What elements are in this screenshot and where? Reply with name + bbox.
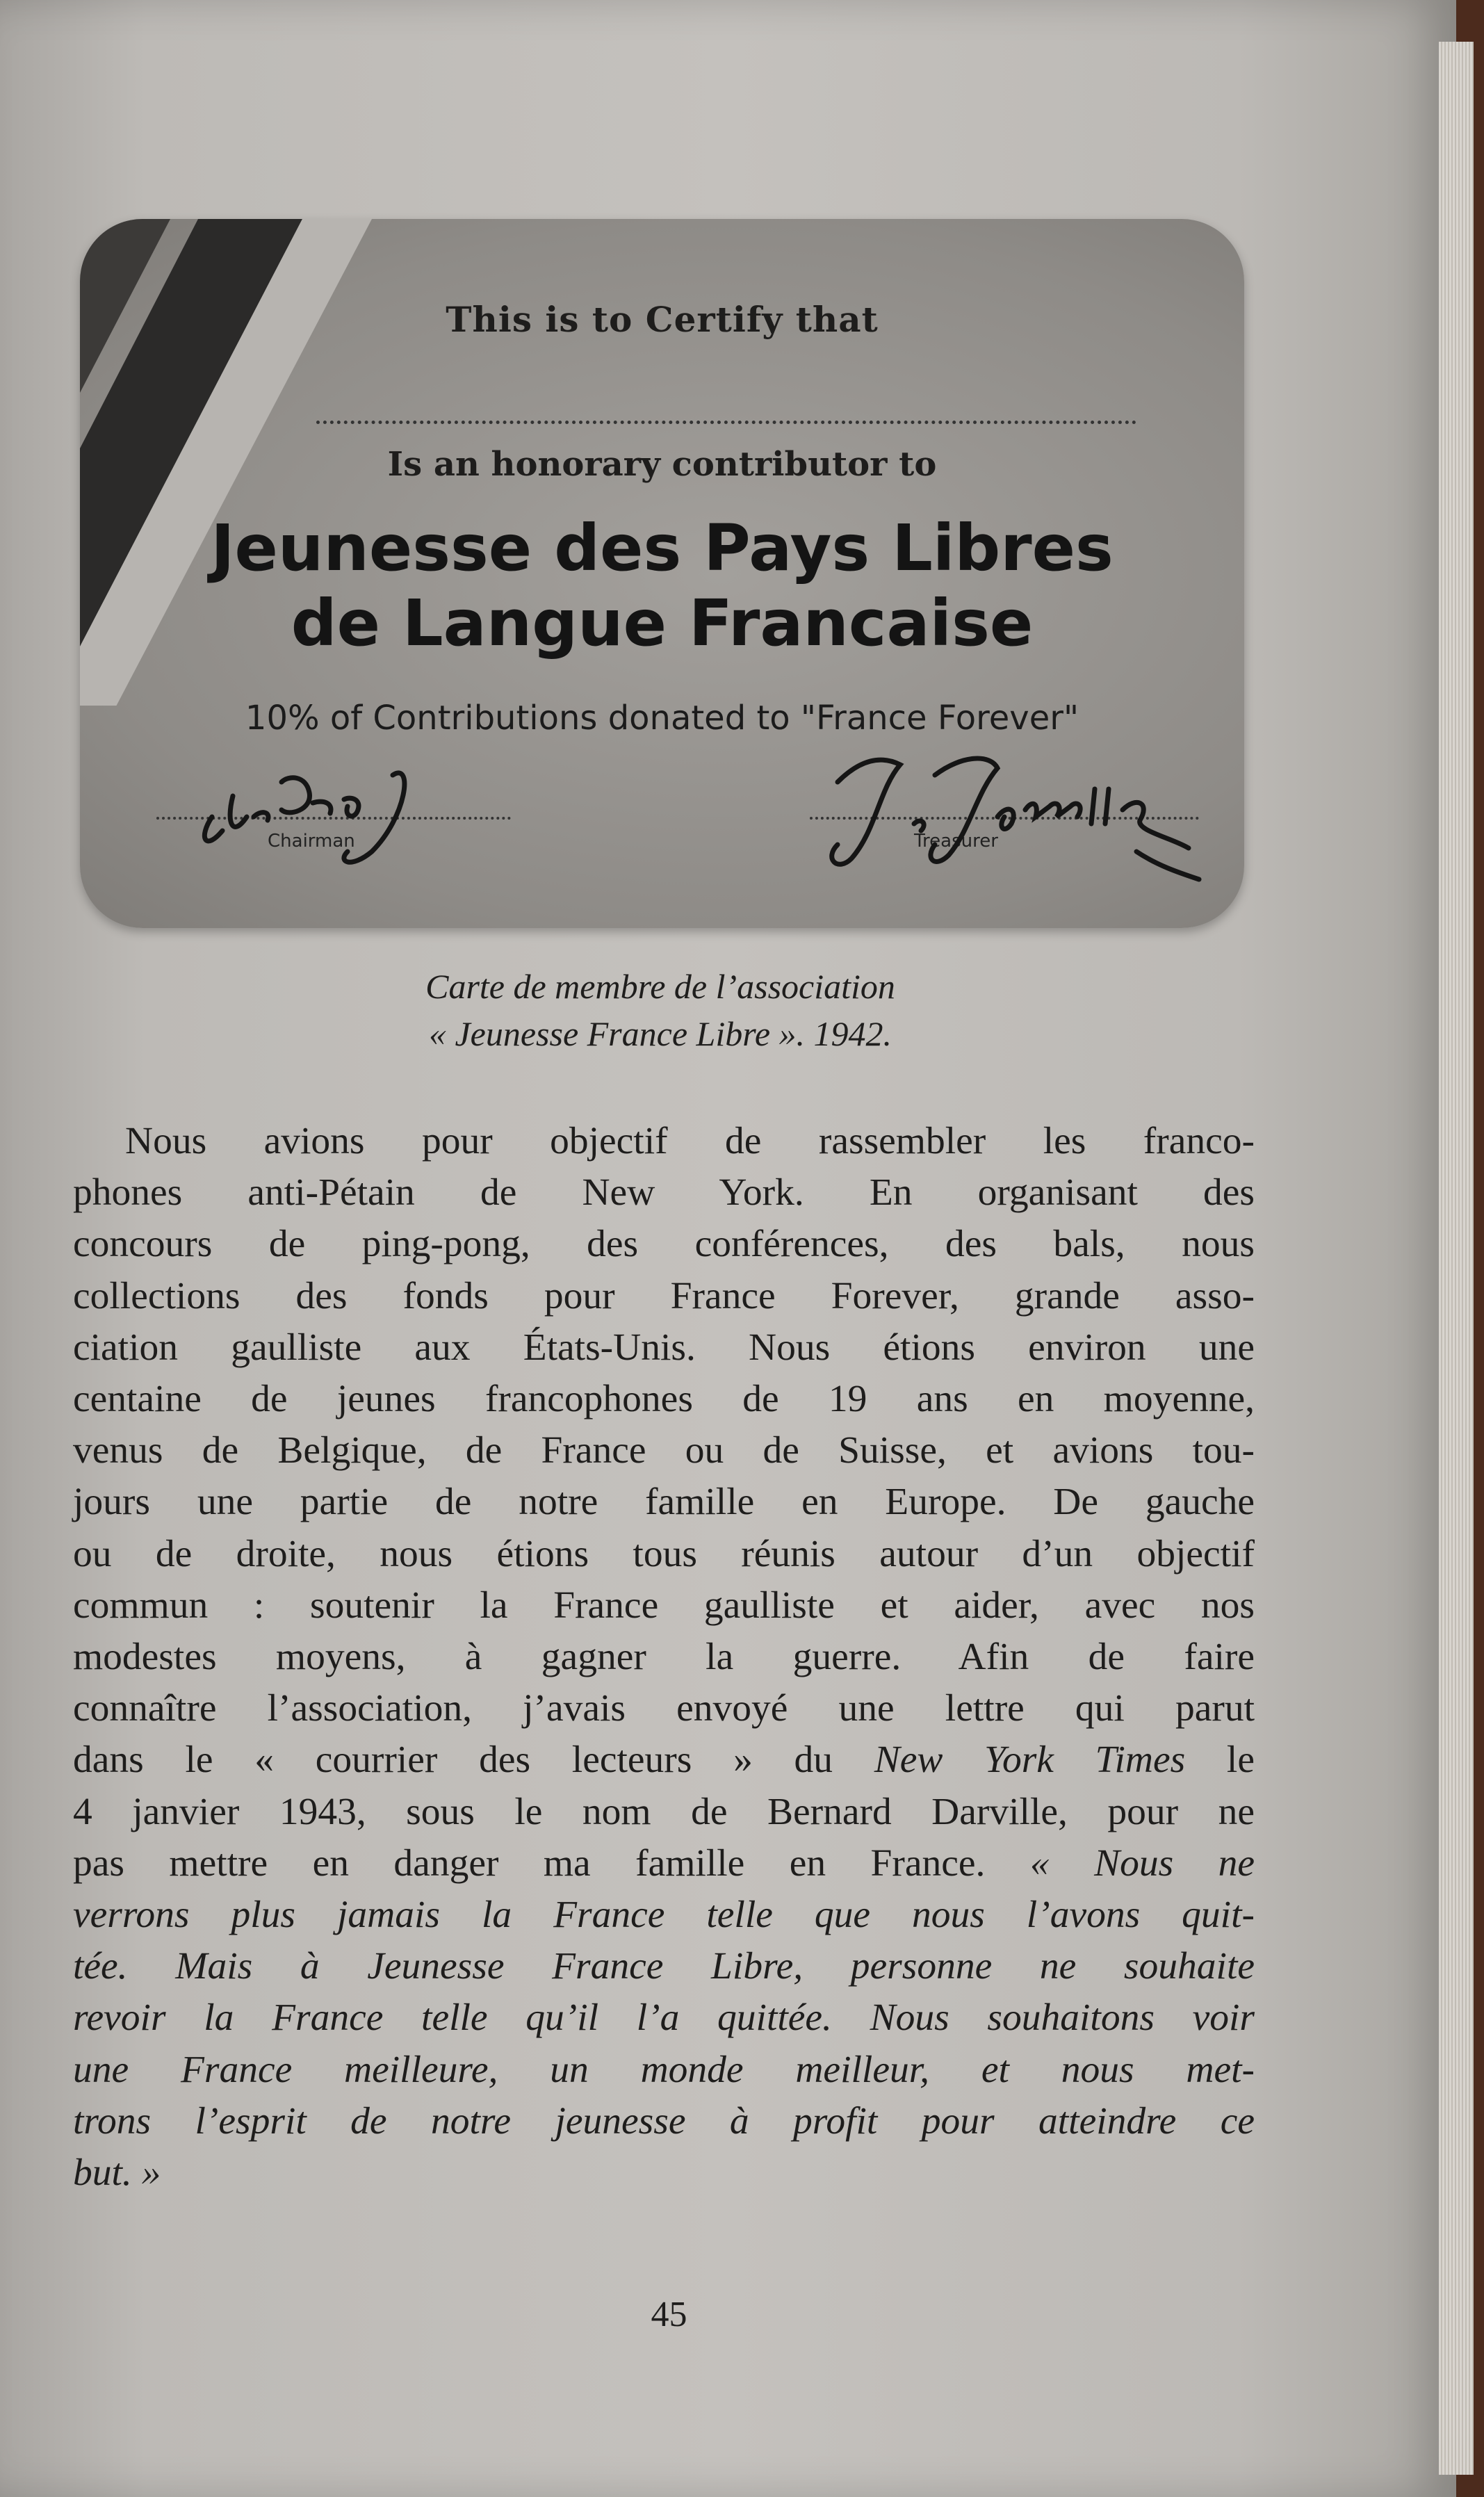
quote-line: but. »: [73, 2152, 161, 2195]
body-line: ou de droite, nous étions tous réunis autour d’un objectif: [73, 1532, 1255, 1575]
image-caption: [0, 963, 1321, 1057]
card-name-line: [316, 421, 1136, 424]
body-line: [73, 1838, 1255, 1889]
page-edge-stack: [1439, 42, 1474, 2475]
treasurer-signature: [810, 726, 1213, 893]
card-title: [80, 511, 1244, 661]
card-honorary-text: Is an honorary contributor to: [387, 445, 937, 484]
body-line: 4 janvier 1943, sous le nom de Bernard Darville, pour ne: [73, 1790, 1255, 1833]
body-text-segment: pas mettre en danger ma famille en France.: [73, 1841, 1030, 1885]
quote-line: tée. Mais à Jeunesse France Libre, personne ne souhaite: [73, 1945, 1255, 1988]
quote-line: verrons plus jamais la France telle que nous l’avons quit-: [73, 1894, 1255, 1937]
caption-line-1: Carte de membre de l’association: [425, 967, 895, 1006]
body-line: jours une partie de notre famille en Europe. De gauche: [73, 1481, 1255, 1524]
card-certify-text: This is to Certify that: [446, 299, 879, 340]
body-line: centaine de jeunes francophones de 19 ans en moyenne,: [73, 1378, 1255, 1421]
body-line: venus de Belgique, de France ou de Suisse, et avions tou-: [73, 1429, 1255, 1472]
chairman-label: Chairman: [268, 831, 355, 852]
body-line: Nous avions pour objectif de rassembler les franco-: [125, 1120, 1255, 1162]
body-text-segment: le: [1185, 1739, 1255, 1782]
body-paragraph: [73, 1116, 1255, 2199]
body-line: phones anti-Pétain de New York. En organisant des: [73, 1171, 1255, 1214]
body-line: commun : soutenir la France gaulliste et aider, avec nos: [73, 1584, 1255, 1627]
page-number: 45: [651, 2295, 687, 2334]
card-title-line-1: Jeunesse des Pays Libres: [211, 511, 1114, 585]
body-text-segment: dans le « courrier des lecteurs » du: [73, 1739, 874, 1782]
body-line: concours de ping-pong, des conférences, des bals, nous: [73, 1223, 1255, 1266]
chairman-signature: [184, 733, 518, 872]
quote-line: revoir la France telle qu’il l’a quittée. Nous souhaitons voir: [73, 1996, 1255, 2040]
card-title-line-2: de Langue Francaise: [291, 586, 1034, 660]
caption-line-2: « Jeunesse France Libre ». 1942.: [428, 1014, 892, 1053]
body-line: connaître l’association, j’avais envoyé une lettre qui parut: [73, 1687, 1255, 1730]
treasurer-label: Treasurer: [914, 831, 998, 852]
quote-line: une France meilleure, un monde meilleur, et nous met-: [73, 2048, 1255, 2091]
quote-start: « Nous ne: [1029, 1841, 1255, 1885]
quote-line: trons l’esprit de notre jeunesse à profit pour atteindre ce: [73, 2099, 1255, 2142]
body-line: ciation gaulliste aux États-Unis. Nous étions environ une: [73, 1326, 1255, 1369]
body-line: [73, 1734, 1255, 1786]
membership-card-image: [80, 219, 1244, 928]
card-donation-note: 10% of Contributions donated to "France Forever": [245, 699, 1079, 738]
body-line: collections des fonds pour France Forever, grande asso-: [73, 1274, 1255, 1317]
body-line: modestes moyens, à gagner la guerre. Afin de faire: [73, 1636, 1255, 1679]
newspaper-title: New York Times: [874, 1739, 1186, 1782]
